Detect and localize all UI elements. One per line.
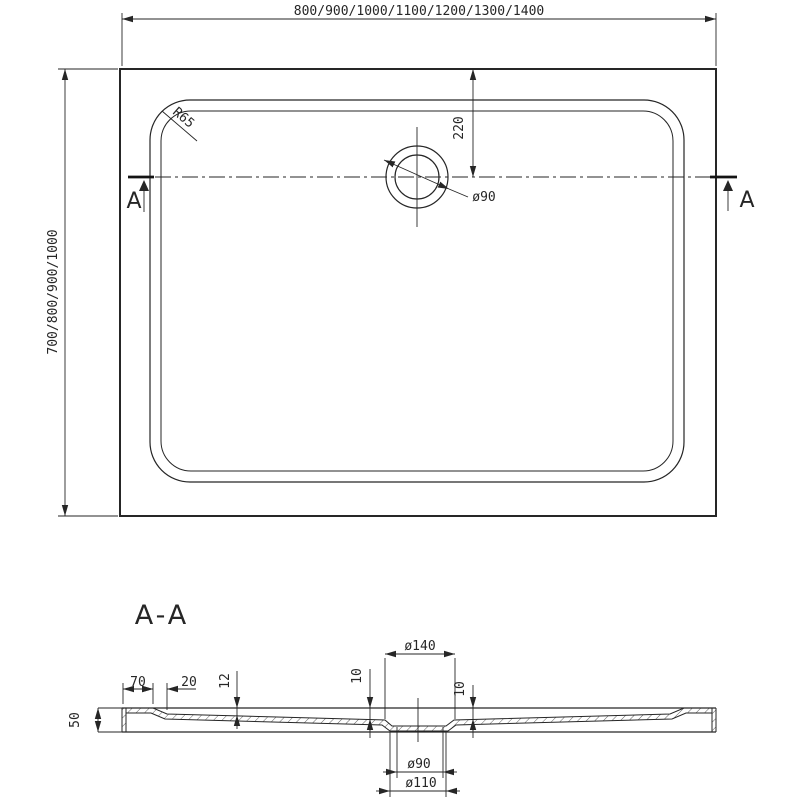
left-wall-hatch <box>122 708 126 732</box>
height-dimension-label: 700/800/900/1000 <box>46 229 61 355</box>
drain-diameter-label: ø90 <box>472 190 496 205</box>
section-marker-left <box>126 180 149 214</box>
recess-step-left-label: 10 <box>350 668 365 684</box>
basin-depth-label: 12 <box>218 673 233 689</box>
section-letter-left: A <box>126 189 142 214</box>
drain-offset-label: 220 <box>452 116 467 140</box>
width-dimension <box>122 4 716 66</box>
slope-width-label: 20 <box>181 675 197 690</box>
top-view <box>46 4 755 516</box>
section-arrow-right-icon <box>723 180 733 191</box>
tray-outer-edge <box>120 69 716 516</box>
slope-width-dimension <box>139 675 197 710</box>
recess-step-left-dimension <box>350 668 370 738</box>
recess-top-diameter-dimension <box>385 639 455 719</box>
right-wall-hatch <box>712 708 716 732</box>
tray-height-dimension <box>68 708 122 732</box>
recess-step-right-dimension <box>453 681 473 738</box>
section-marker-right <box>723 180 755 213</box>
tray-height-label: 50 <box>68 712 83 728</box>
shell-hatch <box>126 708 712 731</box>
recess-top-diameter-label: ø140 <box>404 639 436 654</box>
section-letter-right: A <box>739 188 755 213</box>
recess-step-right-label: 10 <box>453 681 468 697</box>
height-dimension <box>46 69 118 516</box>
rim-width-label: 70 <box>130 675 146 690</box>
rim-width-dimension <box>123 675 153 704</box>
drain-offset-dimension <box>452 69 473 177</box>
recess-bottom-diameter-label: ø110 <box>405 776 437 791</box>
section-title: A-A <box>134 600 190 631</box>
corner-radius-label: R65 <box>169 104 197 132</box>
width-dimension-label: 800/900/1000/1100/1200/1300/1400 <box>293 4 545 19</box>
section-view <box>68 600 716 797</box>
drain-hole-diameter-label: ø90 <box>407 757 431 772</box>
